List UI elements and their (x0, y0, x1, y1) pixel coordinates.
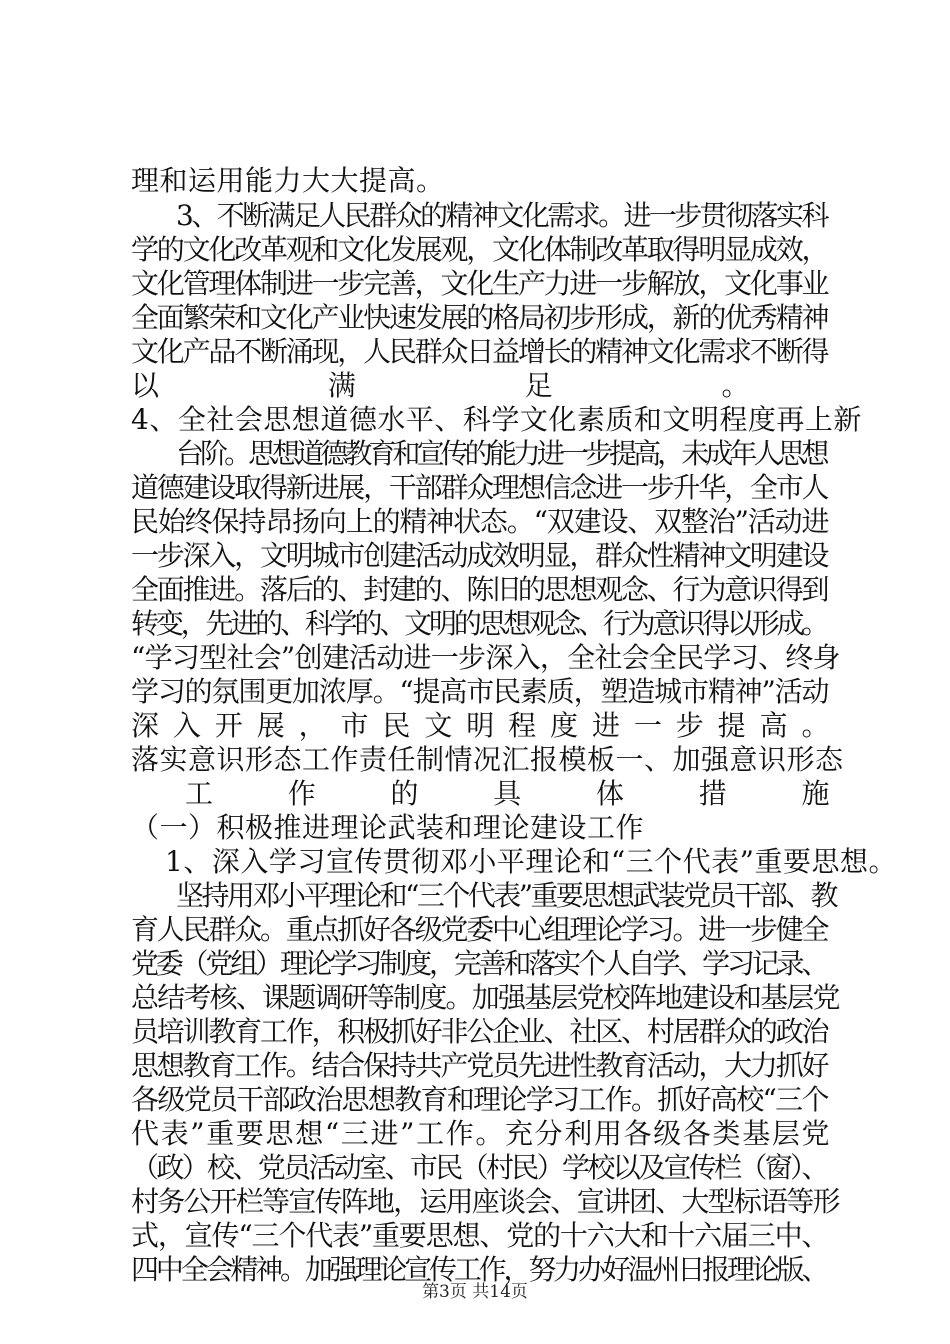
text-line: 落实意识形态工作责任制情况汇报模板一、加强意识形态 (131, 743, 844, 776)
text-line: 全面繁荣和文化产业快速发展的格局初步形成，新的优秀精神 (131, 301, 828, 334)
text-line: 总结考核、课题调研等制度。加强基层党校阵地建设和基层党 (131, 981, 839, 1014)
text-line: 各级党员干部政治思想教育和理论学习工作。抓好高校“三个 (131, 1083, 828, 1116)
text-line: 代表”重要思想“三进”工作。充分利用各级各类基层党 (131, 1117, 832, 1150)
text-line: 理和运用能力大大提高。 (131, 164, 445, 197)
text-line: 全面推进。落后的、封建的、陈旧的思想观念、行为意识得到 (131, 573, 828, 606)
text-line: 坚持用邓小平理论和“三个代表”重要思想武装党员干部、教 (176, 879, 836, 912)
text-line: 党委（党组）理论学习制度，完善和落实个人自学、学习记录、 (131, 947, 827, 980)
text-line: （一）积极推进理论武装和理论建设工作 (131, 811, 645, 844)
text-line: 道德建设取得新进展，干部群众理想信念进一步升华，全市人 (131, 471, 828, 504)
text-line: “学习型社会”创建活动进一步深入，全社会全民学习、终身 (131, 641, 840, 674)
text-line: 思想教育工作。结合保持共产党员先进性教育活动，大力抓好 (131, 1049, 828, 1082)
text-line: 式，宣传“三个代表”重要思想、党的十六大和十六届三中、 (131, 1219, 829, 1252)
text-line: 文化管理体制进一步完善，文化生产力进一步解放，文化事业 (131, 267, 828, 300)
text-line: 深入开展，市民文明程度进一步提高。 (131, 709, 844, 742)
text-line: 四中全会精神。加强理论宣传工作，努力办好温州日报理论版、 (131, 1253, 827, 1286)
text-line: （政）校、党员活动室、市民（村民）学校以及宣传栏（窗）、 (131, 1151, 827, 1184)
text-line: 1、深入学习宣传贯彻邓小平理论和“三个代表”重要思想。 (165, 845, 897, 878)
text-line: 一步深入，文明城市创建活动成效明显，群众性精神文明建设 (131, 539, 828, 572)
text-line: 台阶。思想道德教育和宣传的能力进一步提高，未成年人思想 (176, 437, 826, 470)
text-line: 文化产品不断涌现，人民群众日益增长的精神文化需求不断得 (131, 335, 828, 368)
page-footer: 第3页 共14页 (422, 1282, 528, 1302)
text-line: 育人民群众。重点抓好各级党委中心组理论学习。进一步健全 (131, 913, 828, 946)
text-line: 学的文化改革观和文化发展观，文化体制改革取得明显成效， (131, 233, 828, 266)
text-line: 民始终保持昂扬向上的精神状态。“双建设、双整治”活动进 (131, 505, 829, 538)
text-line: 员培训教育工作，积极抓好非公企业、社区、村居群众的政治 (131, 1015, 828, 1048)
text-line: 学习的氛围更加浓厚。“提高市民素质，塑造城市精神”活动 (131, 675, 829, 708)
text-line: 转变，先进的、科学的、文明的思想观念、行为意识得以形成。 (131, 607, 827, 640)
text-line: 以满足。 (131, 369, 919, 402)
text-line: 3、不断满足人民群众的精神文化需求。进一步贯彻落实科 (176, 199, 827, 232)
text-line: 4、全社会思想道德水平、科学文化素质和文明程度再上新 (131, 403, 862, 436)
text-line: 工作的具体措施 (185, 777, 905, 810)
text-line: 村务公开栏等宣传阵地，运用座谈会、宣讲团、大型标语等形 (131, 1185, 839, 1218)
